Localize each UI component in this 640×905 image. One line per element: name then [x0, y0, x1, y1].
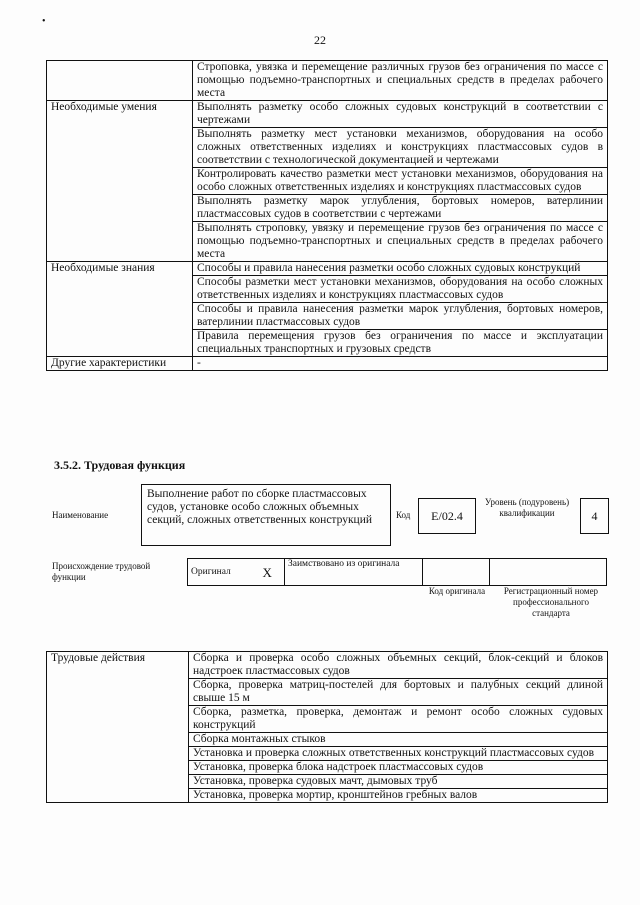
table-row [47, 652, 608, 679]
skills-knowledge-table [46, 60, 608, 371]
page-number: 22 [314, 33, 326, 47]
code-label: Код [396, 510, 411, 520]
table-cell: Установка и проверка сложных ответственных конструкций пластмассовых судов [189, 747, 608, 761]
table-cell: - [193, 357, 608, 371]
code-original-caption: Код оригинала [428, 586, 486, 596]
table-cell: Сборка, разметка, проверка, демонтаж и ремонт особо сложных судовых конструкций [189, 706, 608, 733]
row-label-skills: Необходимые умения [47, 101, 193, 262]
origin-label: Происхождение трудовой функции [52, 561, 151, 582]
function-level-box: 4 [580, 498, 609, 534]
table-row [47, 357, 608, 371]
corner-mark: • [42, 16, 46, 27]
table-cell: Выполнять строповку, увязку и перемещение грузов без ограничения по массе с помощью подъемно-транспортных и специальных средств в пределах рабочего места [193, 222, 608, 262]
row-label-knowledge: Необходимые знания [47, 262, 193, 357]
level-label: Уровень (подуровень) квалификации [484, 497, 570, 518]
labor-actions-table [46, 651, 608, 803]
table-cell: Строповка, увязка и перемещение различных грузов без ограничения по массе с помощью подъемно-транспортных и специальных средств в пределах рабочего места [193, 61, 608, 101]
table-cell: Выполнять разметку марок углубления, бортовых номеров, ватерлинии пластмассовых судов в соответствии с чертежами [193, 195, 608, 222]
table-cell: Выполнять разметку мест установки механизмов, оборудования на особо сложных ответственных изделиях и конструкциях пластмассовых судов в соответствии с технологической документацией и чертежами [193, 128, 608, 168]
table-row [47, 101, 608, 128]
table-cell: Способы разметки мест установки механизмов, оборудования на особо сложных ответственных изделиях и конструкциях пластмассовых судов [193, 276, 608, 303]
table-cell: Установка, проверка судовых мачт, дымовых труб [189, 775, 608, 789]
original-mark: X [251, 559, 285, 586]
name-label: Наименование [52, 510, 109, 520]
origin-table [187, 558, 607, 586]
table-cell: Сборка, проверка матриц-постелей для бортовых и палубных секций длиной свыше 15 м [189, 679, 608, 706]
reg-number-cell [490, 559, 607, 586]
table-cell: Сборка монтажных стыков [189, 733, 608, 747]
row-label [47, 61, 193, 101]
table-cell: Выполнять разметку особо сложных судовых конструкций в соответствии с чертежами [193, 101, 608, 128]
table-cell: Правила перемещения грузов без ограничения по массе и эксплуатации специальных транспортных и грузовых средств [193, 330, 608, 357]
row-label-labor-actions: Трудовые действия [47, 652, 189, 803]
borrowed-label: Заимствовано из оригинала [285, 559, 423, 586]
table-cell: Сборка и проверка особо сложных объемных секций, блок-секций и блоков надстроек пластмассовых судов [189, 652, 608, 679]
table-row [47, 61, 608, 101]
original-code-cell [423, 559, 490, 586]
table-cell: Способы и правила нанесения разметки особо сложных судовых конструкций [193, 262, 608, 276]
table-cell: Установка, проверка мортир, кронштейнов гребных валов [189, 789, 608, 803]
table-cell: Контролировать качество разметки мест установки механизмов, оборудования на особо сложных ответственных изделиях и конструкциях пластмассовых судов [193, 168, 608, 195]
reg-number-caption: Регистрационный номер профессионального стандарта [503, 586, 599, 618]
section-title: 3.5.2. Трудовая функция [54, 458, 186, 472]
table-row [188, 559, 607, 586]
original-label: Оригинал [188, 559, 251, 586]
table-cell: Способы и правила нанесения разметки марок углубления, бортовых номеров, ватерлинии пластмассовых судов [193, 303, 608, 330]
table-row [47, 262, 608, 276]
function-code-box: E/02.4 [418, 498, 476, 534]
function-name-box: Выполнение работ по сборке пластмассовых судов, установке особо сложных объемных секций, сложных ответственных конструкций [141, 484, 391, 546]
row-label-other: Другие характеристики [47, 357, 193, 371]
table-cell: Установка, проверка блока надстроек пластмассовых судов [189, 761, 608, 775]
